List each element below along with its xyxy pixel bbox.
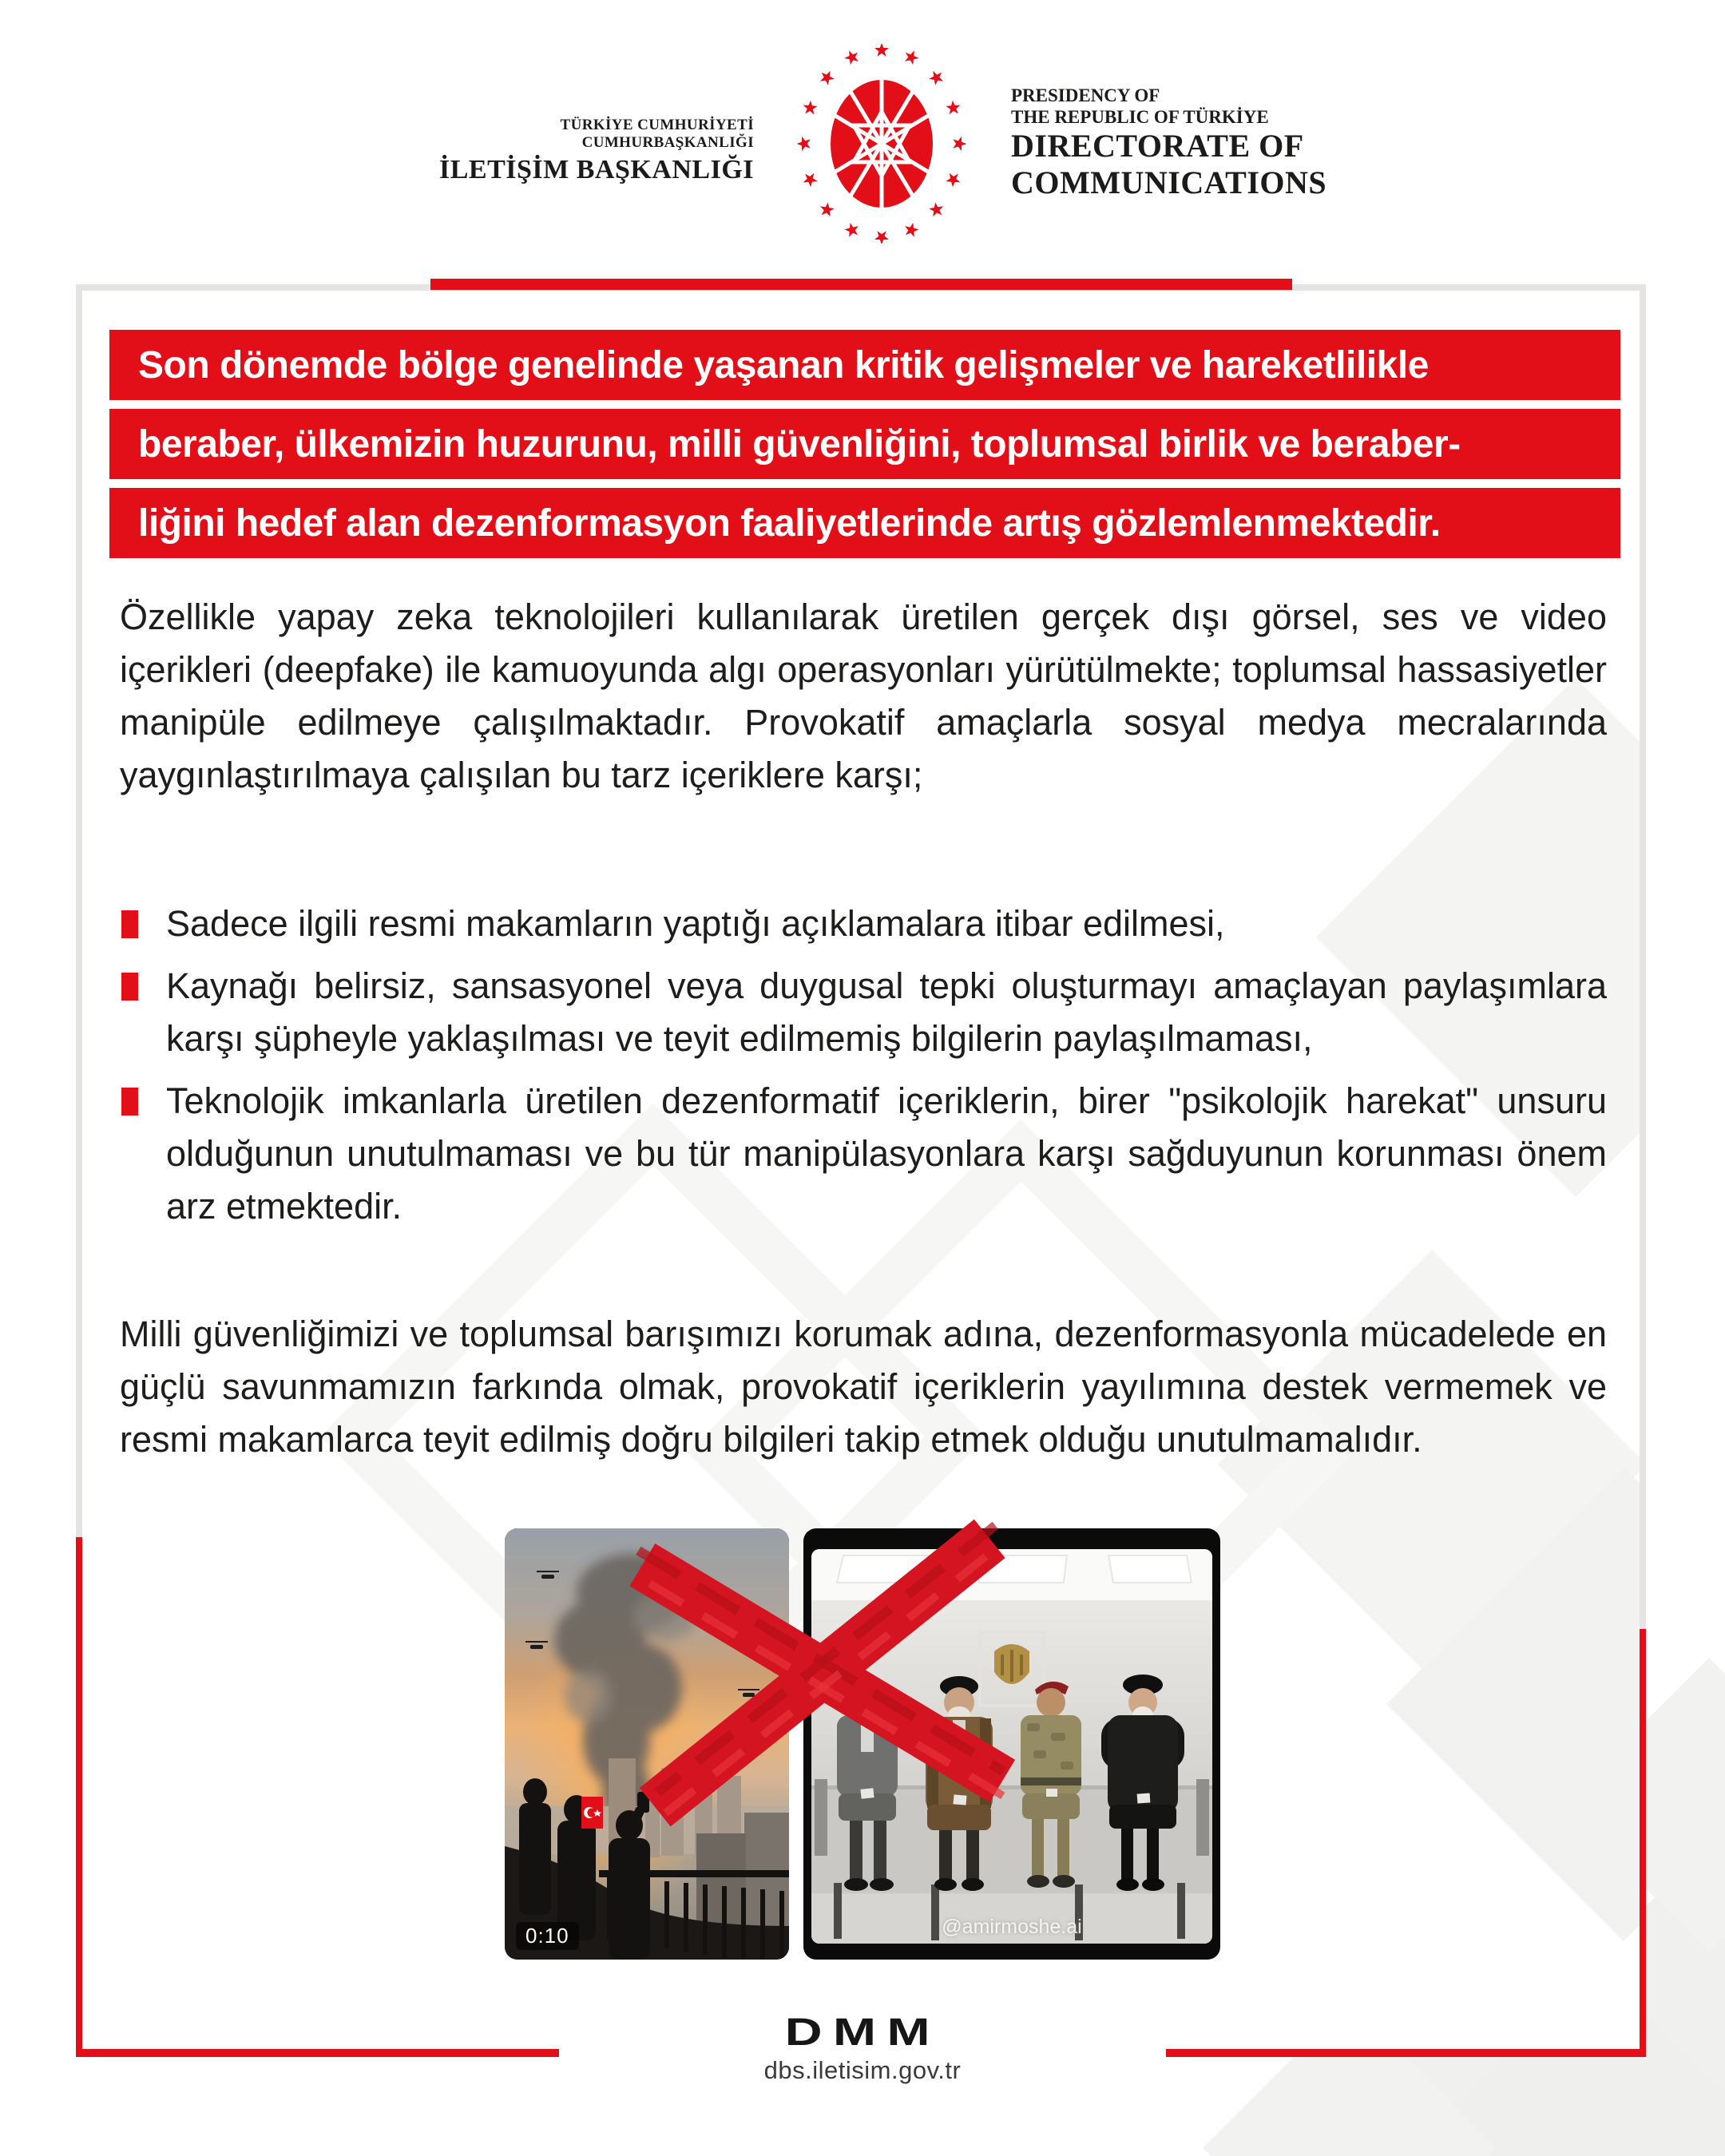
dmm-logo: DMM: [784, 2011, 941, 2054]
body-paragraph-2: Milli güvenliğimizi ve toplumsal barışımızı korumak adına, dezenformasyonla mücadelede en güçlü savunmamızın farkında olmak, provokatif içeriklerin yayılımına destek vermemek ve resmi makamlarca teyit edilmiş doğru bilgileri takip etmek olduğu unutulmamalıdır.: [120, 1314, 1607, 1460]
banner-line-2: beraber, ülkemizin huzurunu, milli güvenliğini, toplumsal birlik ve beraber-: [109, 409, 1620, 479]
header-left-titles: [431, 117, 754, 185]
footer-url: dbs.iletisim.gov.tr: [763, 2056, 962, 2084]
bullet-square-icon: [121, 973, 138, 1001]
card-border-right-upper: [1640, 284, 1646, 1629]
banner-line-1: Son dönemde bölge genelinde yaşanan kritik gelişmeler ve hareketlilikle: [109, 330, 1620, 400]
bullet-item-1: Sadece ilgili resmi makamların yaptığı açıklamalara itibar edilmesi,: [120, 898, 1607, 950]
bullet-item-3: Teknolojik imkanlarla üretilen dezenformatif içeriklerin, birer "psikolojik harekat" unsuru olduğunun unutulmaması ve bu tür manipülasyonlara karşı sağduyunun korunması önem arz etmektedir.: [120, 1075, 1607, 1233]
header-right-line2: THE REPUBLIC OF TÜRKİYE: [1011, 107, 1269, 127]
body-paragraph-1: Özellikle yapay zeka teknolojileri kullanılarak üretilen gerçek dışı görsel, ses ve video içerikleri (deepfake) ile kamuoyunda algı operasyonları yürütülmekte; toplumsal hassasiyetler manipüle edilmeye çalışılmaktadır. Provokatif amaçlarla sosyal medya mecralarında yaygınlaştırılmaya çalışılan bu tarz içeriklere karşı;: [120, 596, 1607, 795]
presidency-sun-stars-emblem-icon: [794, 44, 970, 244]
footer: [0, 2011, 1725, 2085]
headline-banner: [109, 330, 1620, 567]
ai-account-watermark: @amirmoshe.ai: [942, 1916, 1082, 1938]
header-left-line2: İLETİŞİM BAŞKANLIĞI: [438, 155, 754, 184]
bullet-square-icon: [121, 910, 138, 938]
card-border-left-lower: [76, 1537, 82, 2055]
banner-line-3: liğini hedef alan dezenformasyon faaliyetlerinde artış gözlemlenmektedir.: [109, 488, 1620, 558]
video-time-label: 0:10: [516, 1922, 579, 1950]
header-right-line4: COMMUNICATIONS: [1011, 164, 1327, 200]
red-x-brush-icon: [599, 1509, 1046, 1845]
header-right-line1: PRESIDENCY OF: [1011, 85, 1160, 105]
header-right-line3: DIRECTORATE OF: [1011, 128, 1304, 164]
bullet-square-icon: [121, 1088, 138, 1116]
card-border-right-lower: [1640, 1629, 1646, 2055]
bullet-list: [120, 898, 1607, 1242]
card-border-left-upper: [76, 284, 82, 1537]
top-red-accent-bar: [430, 279, 1292, 290]
header-left-line1: TÜRKİYE CUMHURİYETİ CUMHURBAŞKANLIĞI: [560, 117, 754, 151]
bullet-item-2: Kaynağı belirsiz, sansasyonel veya duygusal tepki oluşturmayı amaçlayan paylaşımlara karşı şüpheyle yaklaşılması ve teyit edilmemiş bilgilerin paylaşılmaması,: [120, 960, 1607, 1065]
header-right-titles: [1011, 85, 1346, 201]
